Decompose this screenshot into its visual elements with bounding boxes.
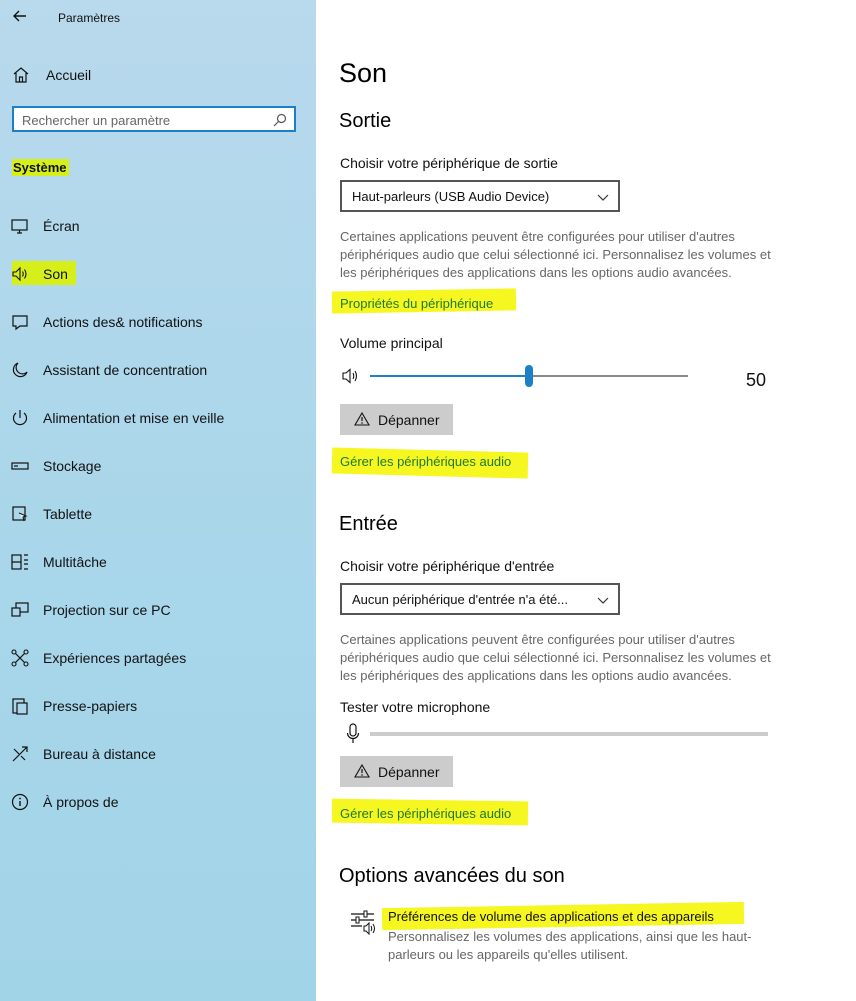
- advanced-heading: Options avancées du son: [339, 865, 565, 887]
- clipboard-icon: [10, 696, 30, 716]
- output-device-dropdown[interactable]: [340, 180, 620, 212]
- volume-slider-thumb[interactable]: [525, 365, 533, 387]
- output-heading: Sortie: [339, 110, 392, 132]
- sidebar-item-storage[interactable]: [0, 442, 316, 490]
- sidebar-item-shared[interactable]: [0, 634, 316, 682]
- output-description: Certaines applications peuvent être configurées pour utiliser d'autres périphériques audio que celui sélectionné ici. Personnalisez les volumes et les périphériques des applications dans les options audio avancées.: [340, 229, 771, 280]
- sidebar-item-label: Alimentation et mise en veille: [43, 410, 225, 426]
- power-icon: [10, 408, 30, 428]
- sidebar: [0, 0, 316, 1001]
- microphone-icon: [346, 723, 360, 745]
- sidebar-item-ecran[interactable]: [0, 202, 316, 250]
- storage-icon: [10, 456, 30, 476]
- multitask-icon: [10, 552, 30, 572]
- input-heading: Entrée: [339, 513, 398, 535]
- output-manage-devices-link[interactable]: Gérer les périphériques audio: [340, 454, 512, 469]
- input-device-label: Choisir votre périphérique d'entrée: [340, 558, 555, 574]
- shared-icon: [10, 648, 30, 668]
- sidebar-item-concentration[interactable]: [0, 346, 316, 394]
- output-device-label: Choisir votre périphérique de sortie: [340, 155, 558, 171]
- sidebar-item-label: Stockage: [43, 458, 102, 474]
- search-input[interactable]: [22, 111, 267, 129]
- sidebar-item-power[interactable]: [0, 394, 316, 442]
- sidebar-item-label: Tablette: [43, 506, 93, 522]
- device-properties-link[interactable]: Propriétés du périphérique: [340, 296, 494, 311]
- app-title: Paramètres: [58, 11, 121, 25]
- output-device-value: Haut-parleurs (USB Audio Device): [352, 189, 550, 204]
- input-device-dropdown[interactable]: [340, 583, 620, 615]
- projection-icon: [10, 600, 30, 620]
- sidebar-item-label: Projection sur ce PC: [43, 602, 171, 618]
- speaker-icon: [10, 264, 30, 284]
- app-volume-mixer-icon: [350, 910, 378, 936]
- sidebar-item-label: Actions des& notifications: [43, 314, 203, 330]
- sidebar-item-multitask[interactable]: [0, 538, 316, 586]
- warning-icon: [354, 764, 370, 778]
- home-icon: [12, 66, 30, 84]
- sidebar-item-clipboard[interactable]: [0, 682, 316, 730]
- sidebar-item-label: Bureau à distance: [43, 746, 156, 762]
- sidebar-home[interactable]: [12, 64, 91, 86]
- sidebar-item-tablet[interactable]: [0, 490, 316, 538]
- sidebar-item-remote-desktop[interactable]: [0, 730, 316, 778]
- warning-icon: [354, 412, 370, 426]
- sidebar-item-son[interactable]: [0, 250, 316, 298]
- notification-icon: [10, 312, 30, 332]
- sidebar-item-label: Expériences partagées: [43, 650, 187, 666]
- sidebar-item-projection[interactable]: [0, 586, 316, 634]
- home-label: Accueil: [46, 67, 92, 83]
- sidebar-item-about[interactable]: [0, 778, 316, 826]
- app-volume-description: Personnalisez les volumes des applications, ainsi que les haut-parleurs ou les appareils qu'elles utilisent.: [388, 929, 752, 962]
- volume-value: 50: [746, 370, 767, 390]
- volume-label: Volume principal: [340, 335, 443, 351]
- input-manage-devices-link[interactable]: Gérer les périphériques audio: [340, 806, 512, 821]
- tablet-icon: [10, 504, 30, 524]
- sidebar-item-label: Multitâche: [43, 554, 107, 570]
- sidebar-item-label: Son: [43, 266, 68, 282]
- remote-desktop-icon: [10, 744, 30, 764]
- title-bar: [0, 0, 316, 36]
- sidebar-item-label: À propos de: [43, 794, 119, 810]
- input-description: Certaines applications peuvent être configurées pour utiliser d'autres périphériques audio que celui sélectionné ici. Personnalisez les volumes et les périphériques des applications dans les options audio avancées.: [340, 632, 771, 683]
- input-device-value: Aucun périphérique d'entrée n'a été...: [352, 592, 569, 607]
- sidebar-item-label: Presse-papiers: [43, 698, 138, 714]
- sidebar-item-label: Écran: [43, 218, 80, 234]
- search-icon[interactable]: [272, 112, 288, 128]
- mic-test-label: Tester votre microphone: [340, 699, 491, 715]
- output-troubleshoot-button[interactable]: [340, 404, 453, 435]
- app-volume-preferences-link[interactable]: Préférences de volume des applications et des appareils: [388, 909, 714, 924]
- moon-icon: [10, 360, 30, 380]
- sidebar-item-notifications[interactable]: [0, 298, 316, 346]
- volume-slider[interactable]: [370, 365, 688, 387]
- chevron-down-icon: [596, 593, 610, 607]
- section-title-systeme: Système: [12, 159, 69, 176]
- back-arrow-icon: [10, 6, 30, 26]
- search-box[interactable]: [12, 106, 296, 132]
- chevron-down-icon: [596, 190, 610, 204]
- main-content: [316, 0, 856, 1001]
- info-icon: [10, 792, 30, 812]
- volume-speaker-icon[interactable]: [342, 368, 360, 384]
- page-title: Son: [339, 58, 388, 88]
- monitor-icon: [10, 216, 30, 236]
- volume-slider-fill: [370, 375, 529, 377]
- sidebar-item-label: Assistant de concentration: [43, 362, 208, 378]
- troubleshoot-label: Dépanner: [378, 412, 440, 428]
- back-button[interactable]: [10, 6, 34, 28]
- input-troubleshoot-button[interactable]: [340, 756, 453, 787]
- mic-level-bar: [370, 732, 768, 736]
- troubleshoot-label: Dépanner: [378, 764, 440, 780]
